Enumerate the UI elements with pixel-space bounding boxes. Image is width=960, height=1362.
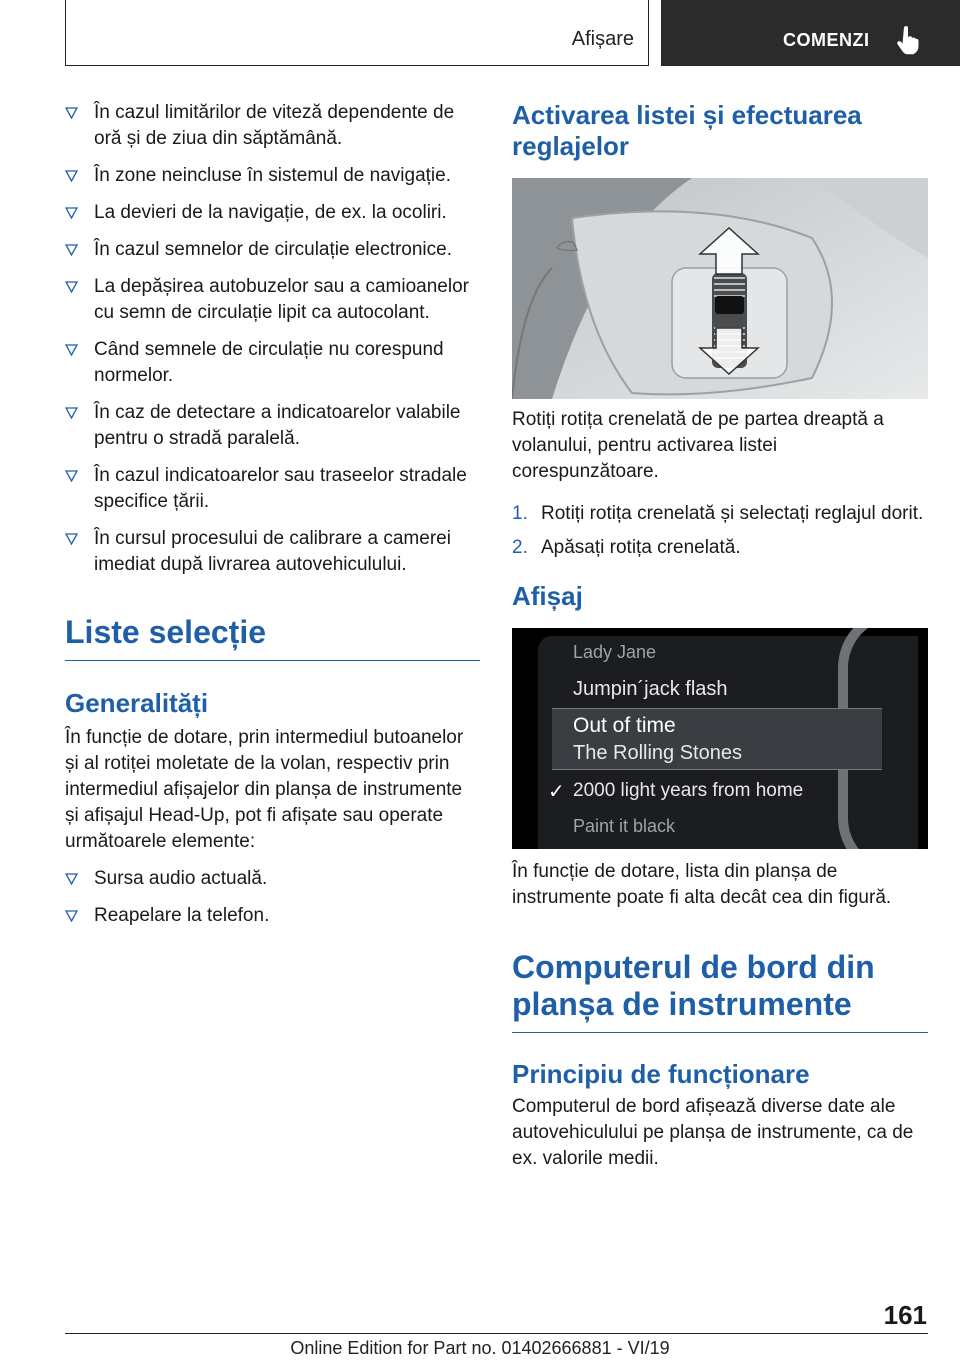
subsection-heading: Activarea listei și efectuarea reglajelor [512, 100, 862, 161]
elements-list [65, 866, 480, 929]
triangle-bullet-icon [65, 407, 78, 420]
paragraph: Computerul de bord afișează diverse date ale autovehiculului pe planșa de instrumente, ca de ex. valorile medii. [512, 1096, 914, 1169]
page-number: 161 [883, 1300, 927, 1330]
checkmark-icon: ✓ [548, 781, 565, 803]
subsection-heading: Afișaj [512, 581, 583, 611]
list-item: 2. Apăsați rotița crenelată. [512, 537, 741, 558]
list-item: La devieri de la navigație, de ex. la ocoliri. [65, 200, 480, 226]
triangle-bullet-icon [65, 170, 78, 183]
steering-wheel-figure [512, 178, 928, 399]
left-column [65, 100, 480, 940]
triangle-bullet-icon [65, 281, 78, 294]
conditions-list [65, 100, 480, 578]
list-item: În cazul indicatoarelor sau traseelor stradale specifice țării. [65, 463, 480, 515]
paragraph: În funcție de dotare, lista din planșa de instrumente poate fi alta decât cea din figură. [512, 861, 892, 908]
section-heading: Computerul de bord din planșa de instrumente [512, 949, 928, 1033]
triangle-bullet-icon [65, 533, 78, 546]
chapter-title: COMENZI [783, 30, 870, 50]
triangle-bullet-icon [65, 470, 78, 483]
paragraph: În funcție de dotare, prin intermediul butoanelor și al rotiței moletate de la volan, respectiv prin intermediul afișajelor din planșa de instrumente și afișajul Head-Up, pot fi afișate sau operate următoarele elemente: [65, 727, 464, 852]
display-figure [512, 628, 928, 849]
section-tab [65, 0, 649, 66]
list-item: Paint it black [573, 816, 676, 836]
list-item: La depășirea autobuzelor sau a camioanelor cu semn de circulație lipit ca autocolant. [65, 274, 480, 326]
subsection-heading: Principiu de funcționare [512, 1059, 810, 1089]
triangle-bullet-icon [65, 910, 78, 923]
page-header [0, 0, 960, 66]
list-item: În cazul semnelor de circulație electronice. [65, 237, 480, 263]
edition-text: Online Edition for Part no. 01402666881 - VI/19 [290, 1338, 670, 1358]
list-item: Reapelare la telefon. [65, 903, 480, 929]
triangle-bullet-icon [65, 344, 78, 357]
triangle-bullet-icon [65, 873, 78, 886]
paragraph: Rotiți rotița crenelată de pe partea dreaptă a volanului, pentru activarea listei corespunzătoare. [512, 409, 884, 482]
triangle-bullet-icon [65, 244, 78, 257]
list-item: 1. Rotiți rotița crenelată și selectați reglajul dorit. [512, 503, 924, 524]
list-item: Lady Jane [573, 642, 657, 662]
pointing-hand-icon [895, 25, 921, 55]
section-title: Afișare [571, 28, 634, 50]
list-item: Out of time [573, 714, 676, 737]
steps-list [512, 501, 928, 561]
right-column [512, 100, 928, 1172]
subsection-heading: Generalități [65, 688, 209, 718]
list-item: Jumpin´jack flash [573, 678, 728, 700]
list-item: Sursa audio actuală. [65, 866, 480, 892]
list-item: În zone neincluse în sistemul de navigație. [65, 163, 480, 189]
list-item: Când semnele de circulație nu corespund normelor. [65, 337, 480, 389]
section-heading: Liste selecție [65, 614, 480, 661]
triangle-bullet-icon [65, 107, 78, 120]
footer-divider [65, 1333, 928, 1334]
list-item: The Rolling Stones [573, 742, 742, 764]
list-item: În caz de detectare a indicatoarelor valabile pentru o stradă paralelă. [65, 400, 480, 452]
list-item: În cursul procesului de calibrare a camerei imediat după livrarea autovehiculului. [65, 526, 480, 578]
triangle-bullet-icon [65, 207, 78, 220]
list-item: 2000 light years from home [573, 780, 804, 801]
list-item: În cazul limitărilor de viteză dependente de oră și de ziua din săptămână. [65, 100, 480, 152]
